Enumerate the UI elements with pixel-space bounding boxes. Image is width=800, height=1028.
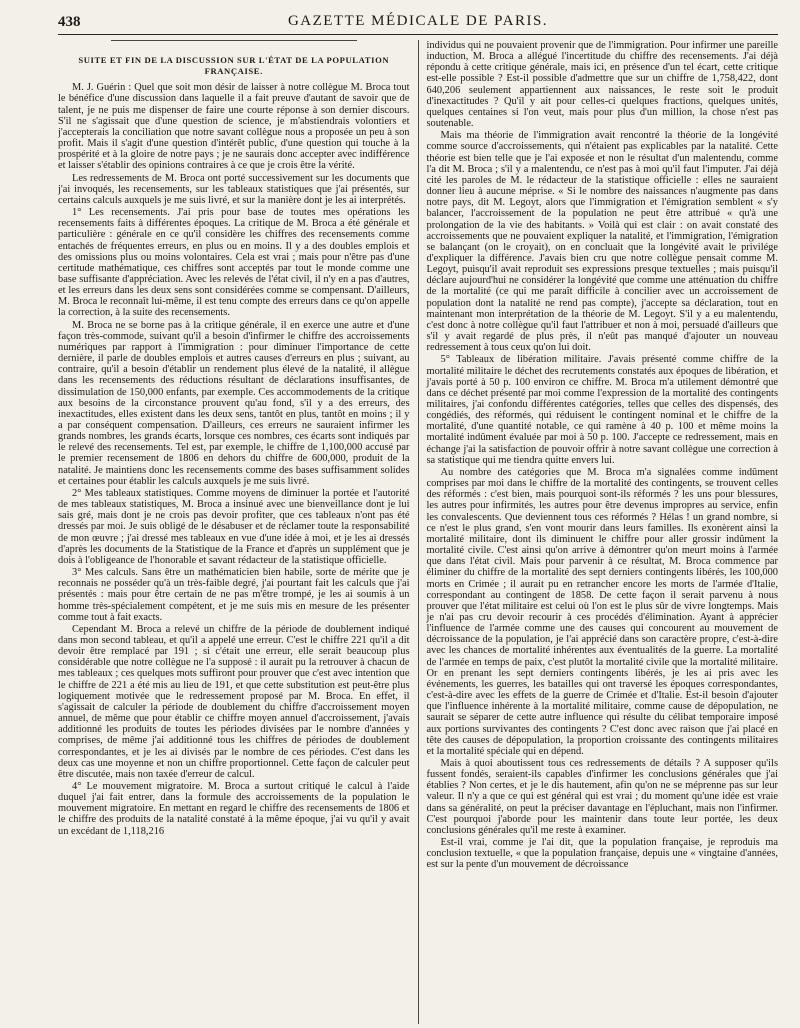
page-number: 438 xyxy=(58,14,81,30)
paragraph: 2° Mes tableaux statistiques. Comme moyens de diminuer la portée et l'autorité de mes tableaux statistiques, M. Broca a insinué avec une bienveillance dont je lui sais gré, mais dont je ne crois pas devoir profiter, que ces tableaux n'ont pas été dressés par moi. Je suis obligé de le désabuser et de réclamer toute la responsabilité de mon œuvre ; j'ai dressé mes tableaux en vue d'une idée à moi, et je les ai dressés d'après les documents de la Statistique de la France et d'après un supplément que je dois à l'obligeance de l'honorable et savant rédacteur de la statistique officielle. xyxy=(58,487,410,566)
section-heading: SUITE ET FIN DE LA DISCUSSION SUR L'ÉTAT DE LA POPULATION FRANÇAISE. xyxy=(78,55,390,77)
paragraph: 1° Les recensements. J'ai pris pour base de toutes mes opérations les recensements faits à différentes époques. La critique de M. Broca a été générale et particulière : générale en ce qu'il considère les chiffres des recensements comme entachés de fréquentes erreurs, en plus ou en moins. Il y a des doubles emplois et des omissions plus ou moins volontaires. Cela est vrai ; mais pour n'être pas d'une certitude mathématique, ces chiffres sont acceptés par tout le monde comme une base suffisante d'appréciation. Avec les relevés de l'état civil, il n'y en a pas d'autres, et les erreurs dans les deux sens sont considérées comme se compensant. D'ailleurs, M. Broca le reconnaît lui-même, il est tenu compte des erreurs dans ce qu'on appelle la correction, à la suite des recensements. xyxy=(58,207,410,319)
text-columns xyxy=(58,40,778,1024)
paragraph: Mais à quoi aboutissent tous ces redressements de détails ? A supposer qu'ils fussent fondés, seraient-ils capables d'infirmer les conclusions générales que j'ai établies ? Non certes, et je le dis hautement, afin qu'on ne se méprenne pas sur leur valeur. Il n'y a que ce qui est général qui est vrai ; du moment qu'une idée est vraie dans sa généralité, on peut la préciser davantage en l'épluchant, mais non l'infirmer. C'est pourquoi j'aborde pour les maintenir dans toute leur portée, les deux conclusions générales qu'il me reste à examiner. xyxy=(426,758,778,836)
page-header xyxy=(58,12,778,35)
right-column xyxy=(419,40,779,1024)
paragraph: Mais ma théorie de l'immigration avait rencontré la théorie de la longévité comme source d'accroissements, qui n'étaient pas explicables par la natalité. Cette théorie est bien telle que je l'ai exposée et non le résultat d'un malentendu, comme l'a dit M. Broca ; s'il y a malentendu, ce n'est pas à moi qu'il faut l'imputer. J'ai déjà cité les paroles de M. le rédacteur de la statistique officielle : elles ne sauraient donner lieu à aucune méprise. « Si le nombre des naissances n'augmente pas dans notre pays, dit M. Legoyt, alors que l'immigration et l'émigration semblent « s'y balancer, l'accroissement de la population ne peut être attribué « qu'à une prolongation de la vie des habitants. » Voilà qui est clair : on avait constaté des accroissements que ne pouvaient expliquer la natalité, et l'immigration, l'émigration se balançant (on le croyait), on en concluait que la longévité avait le privilége d'expliquer la différence. J'avais bien cru que notre collègue pensait comme M. Legoyt, puisqu'il avait reproduit ses expressions presque textuelles ; mais puisqu'il déclare aujourd'hui ne considérer la longévité que comme une atténuation du chiffre de la mortalité (ce qui me paraît difficile à concilier avec un accroissement de population dont la natalité ne rend pas compte), j'accepte sa déclaration, tout en maintenant mon interprétation de la théorie de M. Legoyt. S'il y a eu malentendu, c'est donc à notre collègue qu'il faut l'attribuer et non à moi, persuadé d'ailleurs que s'il y avait regardé de plus près, il n'eût pas manqué d'ajouter un nouveau redressement à tous ceux qu'on lui doit. xyxy=(426,130,778,354)
paragraph: 5° Tableaux de libération militaire. J'avais présenté comme chiffre de la mortalité militaire le déchet des recrutements constatés aux époques de libération, et j'avais porté à 50 p. 100 environ ce chiffre. M. Broca m'a utilement démontré que dans ce déchet présenté par moi comme l'expression de la mortalité des contingents militaires, j'ai confondu différentes catégories, telles que celles des dispensés, des congédiés, des réformés, qui réduisent le contingent nominal et le chiffre de la mortalité, d'une quantité notable, ce qui ramène à 40 p. 100 et même moins la mortalité indûment évaluée par moi à 50 p. 100. J'accepte ce redressement, mais en échange j'ai la satisfaction de pouvoir offrir à notre savant collègue une correction à sa statistique qui me tiendra quitte envers lui. xyxy=(426,354,778,466)
paragraph: Cependant M. Broca a relevé un chiffre de la période de doublement indiqué dans mon second tableau, et qu'il a appelé une erreur. C'est le chiffre 221 qu'il a dit devoir être remplacé par 191 ; si c'était une erreur, elle serait beaucoup plus considérable que notre collègue ne l'a supposé : il aurait pu la retrouver à chacun de mes tableaux ; ces quelques mots suffiront pour prouver que c'est avec intention que le chiffre de 221 a été mis au lieu de 191, et que cette substitution est peut-être plus logiquement motivée que le redressement proposé par M. Broca. En effet, il s'agissait de calculer la période de doublement du chiffre d'accroissement moyen annuel, de même que pour établir ce chiffre moyen annuel d'accroissement, j'avais additionné les produits de toutes les périodes divisées par le nombre d'années y comprises, de même j'ai additionné tous les chiffres de périodes de doublement correspondantes, et je les ai divisés par le nombre de ces périodes. C'est dans les deux cas une moyenne et non un chiffre proportionnel. Cette façon de calculer peut être discutée, mais non taxée d'erreur de calcul. xyxy=(58,623,410,780)
paragraph: Au nombre des catégories que M. Broca m'a signalées comme indûment comprises par moi dans le chiffre de la mortalité des contingents, se trouvent celles des réformés : c'est bien, mais pourquoi sont-ils réformés ? les uns pour blessures, les autres pour infirmités, les autres pour être devenus impropres au service, enfin les convalescents. Que deviennent tous ces réformés ? Hélas ! un grand nombre, si ce n'est le plus grand, s'en vont mourir dans leurs familles. Ils exonèrent ainsi la mortalité militaire, dont ils diminuent le chiffre pour aller grossir indûment la mortalité civile. C'est ainsi qu'on arrive à démontrer qu'on meurt moins à l'armée que dans l'état civil. Mais pour parvenir à ce résultat, M. Broca commence par éliminer du chiffre de la mortalité des sept derniers contingents libérés, les 100,000 morts en Crimée ; il aurait pu en retrancher encore les morts de l'armée d'Italie, correspondant au contingent de 1858. De cette façon il serait parvenu à nous prouver que l'état militaire est celui où l'on est le plus sûr de vivre longtemps. Mais je n'ai pas cru devoir recourir à ces procédés d'élimination. Ayant à apprécier l'influence de l'armée comme une des causes qui concourent au mouvement de décroissance de la population, je l'ai apprécié dans son caractère propre, c'est-à-dire avec les chances de mortalité inhérentes aux éventualités de la guerre. La mortalité de l'armée en temps de paix, c'est plutôt la mortalité civile que la mortalité militaire. Or en prenant les sept derniers contingents libérés, je les ai pris avec les événements, les guerres, les batailles qui ont traversé les époques correspondantes, c'est-à-dire avec les effets de la guerre de Crimée et d'Italie. Est-il besoin d'ajouter que l'influence inhérente à la mortalité militaire, comme cause de dépopulation, ne saurait se séparer de cette autre influence qui résulte du célibat temporaire imposé aux portions survivantes des contingents ? C'est donc avec raison que j'ai placé en tête des causes de dépopulation, la proportion croissante des contingents militaires et la mortalité spéciale qui en dépend. xyxy=(426,466,778,757)
paragraph: M. Broca ne se borne pas à la critique générale, il en exerce une autre et d'une façon très-commode, suivant qu'il a besoin d'infirmer le chiffre des accroissements numériques par rapport à l'immigration : pour diminuer l'importance de cette dernière, il parle de doubles emplois et autres causes d'erreurs en plus ; suivant, au contraire, qu'il a besoin d'établir un rendement plus élevé de la natalité, il allègue dans les recensements des réductions résultant de déclarations insuffisantes, de dissimulation de 150,000 enfants, par exemple. Ces accommodements de la critique aux besoins de la circonstance prouvent qu'au fond, s'il y a des erreurs, des inexactitudes, elles existent dans les deux sens, tantôt en plus, tantôt en moins ; il y a par conséquent compensation. D'ailleurs, ces erreurs ne sauraient infirmer les grands nombres, les grands écarts, lorsque ces nombres, ces écarts sont indiqués par le relevé des recensements. Tel est, par exemple, le chiffre de 1,100,000 accusé par le premier recensement de 1806 en dehors du chiffre de 600,000, produit de la natalité. Je maintiens donc les recensements comme des bases suffisamment solides et certaines pour établir les calculs auxquels je me suis livré. xyxy=(58,319,410,487)
left-column xyxy=(58,40,419,1024)
paragraph: 4° Le mouvement migratoire. M. Broca a surtout critiqué le calcul à l'aide duquel j'ai fait entrer, dans la formule des accroissements de la population le mouvement migratoire. En mettant en regard le chiffre des recensements de 1806 et le chiffre des produits de la natalité constaté à la même époque, j'ai vu qu'il y avait un excédant de 1,118,216 xyxy=(58,781,410,837)
paragraph: M. J. Guérin : Quel que soit mon désir de laisser à notre collègue M. Broca tout le bénéfice d'une discussion dans laquelle il a fait preuve d'autant de savoir que de talent, je ne puis me dispenser de faire une courte réponse à son dernier discours. S'il ne s'agissait que d'une question de science, je m'abstiendrais volontiers et j'accepterais la conciliation que notre savant collègue nous a proposée un peu à son profit. Mais il s'agit d'une question d'intérêt public, d'une question qui touche à la prospérité et à la gloire de notre pays ; je ne saurais donc accepter avec indifférence et laisser s'établir des opinions contraires à ce que je crois être la vérité. xyxy=(58,82,410,172)
paragraph: Les redressements de M. Broca ont porté successivement sur les documents que j'ai invoqués, les recensements, sur les tableaux statistiques que j'ai présentés, sur certains calculs auxquels je me suis livré, et sur la manière dont je les ai interprétés. xyxy=(58,172,410,206)
journal-title: GAZETTE MÉDICALE DE PARIS. xyxy=(287,13,549,29)
paragraph: 3° Mes calculs. Sans être un mathématicien bien habile, sorte de mérite que je reconnais ne posséder qu'à un très-faible degré, j'ai pourtant fait les calculs que j'ai présentés : mais pour être certain de ne pas m'être trompé, je les ai soumis à un homme très-spécialement compétent, et je me suis mis en mesure de les présenter comme tout à fait exacts. xyxy=(58,567,410,623)
paragraph: individus qui ne pouvaient provenir que de l'immigration. Pour infirmer une pareille induction, M. Broca a allégué l'incertitude du chiffre des recensements. J'ai déjà répondu à cette critique générale, mais ici, en présence d'un tel écart, cette critique est-elle possible ? Est-il possible d'admettre que sur un chiffre de 1,758,422, dont 640,206 seulement appartiennent aux naissances, le reste soit le produit d'inexactitudes ? Qu'il y ait pour celles-ci quelques fractions, quelques unités, quelques centaines si l'on veut, mais pour plus d'un million, la chose n'est pas soutenable. xyxy=(426,40,778,130)
section-divider xyxy=(111,40,357,41)
paragraph: Est-il vrai, comme je l'ai dit, que la population française, je reproduis ma conclusion textuelle, « que la population française, depuis une « vingtaine d'années, est sur la pente d'un mouvement de décroissance xyxy=(426,837,778,871)
